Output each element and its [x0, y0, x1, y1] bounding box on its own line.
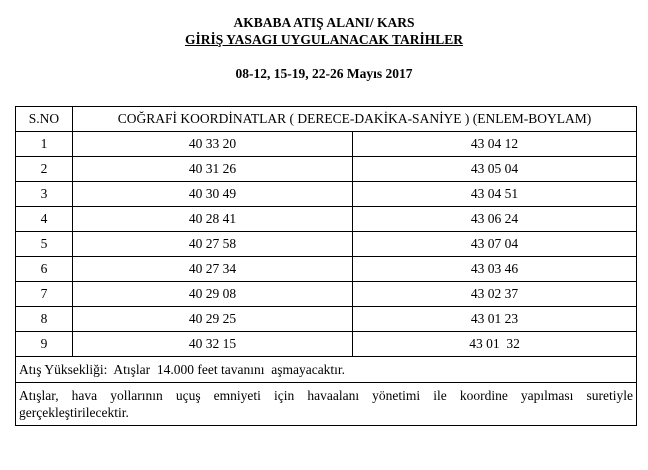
table-row: [16, 332, 637, 357]
row-latitude: 40 32 15: [73, 332, 353, 357]
note-row-coordination: [16, 383, 637, 426]
row-sno: 7: [16, 282, 73, 307]
document-title: AKBABA ATIŞ ALANI/ KARS: [233, 15, 415, 30]
header-sno: S.NO: [16, 107, 73, 132]
table-row: [16, 232, 637, 257]
row-latitude: 40 29 25: [73, 307, 353, 332]
coordination-note: Atışlar, hava yollarının uçuş emniyeti için havaalanı yönetimi ile koordine yapılması suretiyle gerçekleştirilecektir.: [16, 383, 637, 426]
coordinates-table: [15, 106, 637, 426]
table-row: [16, 282, 637, 307]
row-sno: 3: [16, 182, 73, 207]
row-longitude: 43 07 04: [353, 232, 637, 257]
row-latitude: 40 28 41: [73, 207, 353, 232]
row-latitude: 40 31 26: [73, 157, 353, 182]
table-row: [16, 307, 637, 332]
altitude-note: Atış Yüksekliği: Atışlar 14.000 feet tavanını aşmayacaktır.: [16, 357, 637, 383]
row-longitude: 43 01 32: [353, 332, 637, 357]
row-longitude: 43 01 23: [353, 307, 637, 332]
header-coordinates: COĞRAFİ KOORDİNATLAR ( DERECE-DAKİKA-SANİYE ) (ENLEM-BOYLAM): [73, 107, 637, 132]
row-latitude: 40 27 34: [73, 257, 353, 282]
row-longitude: 43 04 12: [353, 132, 637, 157]
row-longitude: 43 02 37: [353, 282, 637, 307]
row-sno: 2: [16, 157, 73, 182]
row-longitude: 43 04 51: [353, 182, 637, 207]
row-sno: 1: [16, 132, 73, 157]
table-header-row: [16, 107, 637, 132]
row-latitude: 40 33 20: [73, 132, 353, 157]
row-longitude: 43 03 46: [353, 257, 637, 282]
row-sno: 8: [16, 307, 73, 332]
restriction-dates: 08-12, 15-19, 22-26 Mayıs 2017: [235, 66, 413, 81]
row-sno: 4: [16, 207, 73, 232]
row-longitude: 43 05 04: [353, 157, 637, 182]
row-sno: 9: [16, 332, 73, 357]
table-row: [16, 207, 637, 232]
row-sno: 5: [16, 232, 73, 257]
table-row: [16, 182, 637, 207]
row-latitude: 40 29 08: [73, 282, 353, 307]
table-row: [16, 257, 637, 282]
document-subtitle: GİRİŞ YASAGI UYGULANACAK TARİHLER: [185, 32, 463, 47]
row-latitude: 40 27 58: [73, 232, 353, 257]
table-row: [16, 132, 637, 157]
table-row: [16, 157, 637, 182]
row-longitude: 43 06 24: [353, 207, 637, 232]
note-row-altitude: [16, 357, 637, 383]
row-latitude: 40 30 49: [73, 182, 353, 207]
row-sno: 6: [16, 257, 73, 282]
